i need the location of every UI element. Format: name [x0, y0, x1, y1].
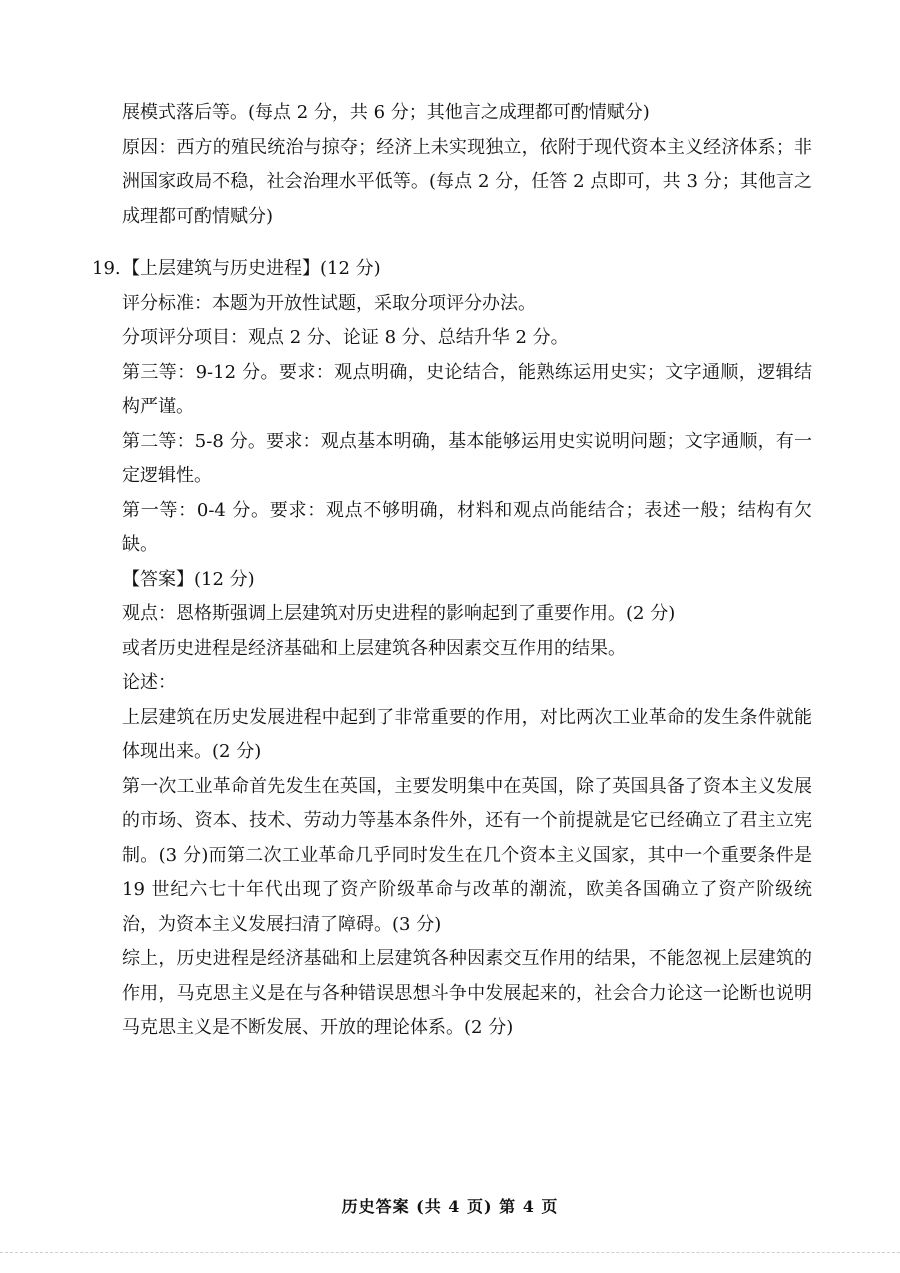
- answer-heading: 【答案】(12 分): [122, 568, 255, 590]
- answer-body: [122, 96, 812, 1046]
- section-gap: [122, 234, 812, 252]
- answer-argument-1: 上层建筑在历史发展进程中起到了非常重要的作用，对比两次工业革命的发生条件就能体现出来。(2 分): [122, 706, 812, 762]
- answer-conclusion: 综上，历史进程是经济基础和上层建筑各种因素交互作用的结果，不能忽视上层建筑的作用，马克思主义是在与各种错误思想斗争中发展起来的，社会合力论这一论断也说明马克思主义是不断发展、开放的理论体系。(2 分): [122, 948, 812, 1038]
- criteria-level-2: 第二等：5-8 分。要求：观点基本明确，基本能够运用史实说明问题；文字通顺，有一定逻辑性。: [122, 430, 812, 486]
- criteria-level-1: 第一等：0-4 分。要求：观点不够明确，材料和观点尚能结合；表述一般；结构有欠缺。: [122, 499, 812, 555]
- page-footer: 历史答案 (共 4 页) 第 4 页: [341, 1197, 559, 1216]
- question-heading: 【上层建筑与历史进程】(12 分): [122, 258, 381, 279]
- answer-viewpoint-alt: 或者历史进程是经济基础和上层建筑各种因素交互作用的结果。: [122, 637, 626, 659]
- answer-viewpoint: 观点：恩格斯强调上层建筑对历史进程的影响起到了重要作用。(2 分): [122, 603, 676, 624]
- page-bottom-divider: [0, 1252, 900, 1253]
- answer-argument-2: 第一次工业革命首先发生在英国，主要发明集中在英国，除了英国具备了资本主义发展的市场、资本、技术、劳动力等基本条件外，还有一个前提就是它已经确立了君主立宪制。(3 分)而第二次工业革命几乎同时发生在几个资本主义国家，其中一个重要条件是 19 世纪六七十年代出现了资产阶级革命与改革的潮流，欧美各国确立了资产阶级统治，为资本主义发展扫清了障碍。(3 分): [122, 775, 812, 935]
- continuation-paragraph-1: 展模式落后等。(每点 2 分，共 6 分；其他言之成理都可酌情赋分): [122, 102, 650, 123]
- criteria-level-3: 第三等：9-12 分。要求：观点明确，史论结合，能熟练运用史实；文字通顺，逻辑结构严谨。: [122, 361, 812, 417]
- continuation-paragraph-2: 原因：西方的殖民统治与掠夺；经济上未实现独立，依附于现代资本主义经济体系；非洲国家政局不稳，社会治理水平低等。(每点 2 分，任答 2 点即可，共 3 分；其他言之成理都可酌情赋分): [122, 136, 812, 227]
- answer-argument-label: 论述：: [122, 672, 176, 693]
- question-number: 19.: [92, 258, 121, 279]
- criteria-line-2: 分项评分项目：观点 2 分、论证 8 分、总结升华 2 分。: [122, 327, 569, 348]
- criteria-line-1: 评分标准：本题为开放性试题，采取分项评分办法。: [122, 292, 536, 314]
